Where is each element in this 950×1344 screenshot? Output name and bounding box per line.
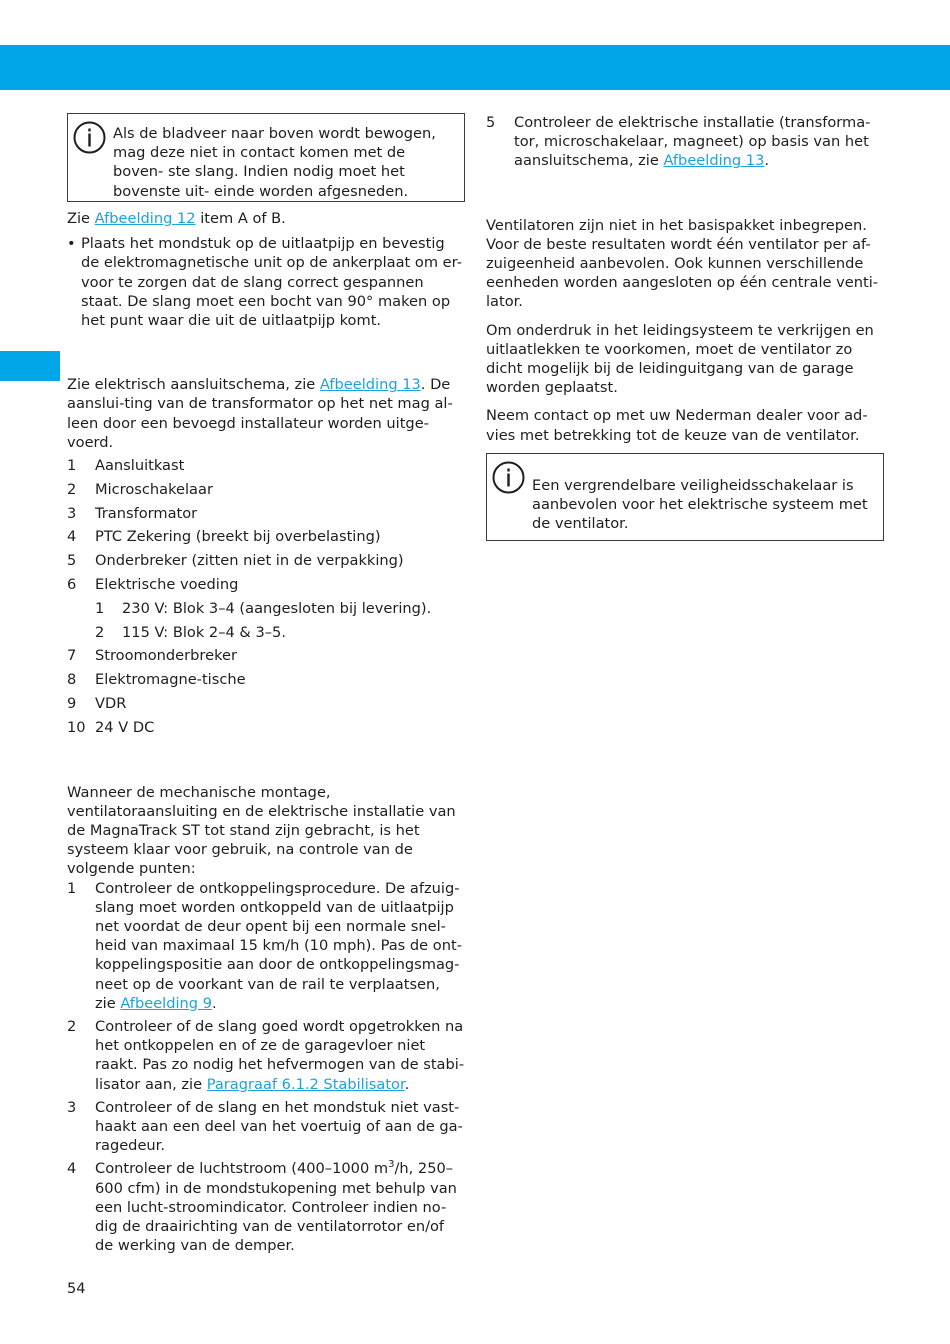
bullet-dot: •: [67, 235, 76, 253]
figure-9-link[interactable]: Afbeelding 9: [120, 994, 212, 1012]
info-note-box: [486, 453, 884, 541]
checklist-continued: [486, 113, 884, 171]
item-text-continued: /h, 250–600 cfm) in de mondstukopening met behulp van een lucht-stroomindicator. Controleer indien no- dig de draairichting van de ventilatorrotor en/of de werking van de demper.: [95, 1160, 457, 1255]
list-item: [67, 694, 465, 718]
electrical-paragraph: [67, 375, 465, 452]
item-number: 4: [67, 528, 77, 546]
item-text: Transformator: [95, 504, 198, 522]
item-text: Controleer de luchtstroom (400–1000 m: [95, 1160, 389, 1178]
figure-13-link[interactable]: Afbeelding 13: [663, 152, 765, 170]
figure-13-link[interactable]: Afbeelding 13: [319, 376, 421, 394]
left-column: [67, 113, 465, 1259]
item-text: Onderbreker (zitten niet in de verpakking): [95, 552, 404, 570]
item-number: 9: [67, 695, 77, 712]
list-item: [67, 646, 465, 670]
item-number: 7: [67, 647, 77, 665]
see-prefix: Zie: [67, 210, 95, 227]
info-note-text: Een vergrendelbare veiligheidsschakelaar is aanbevolen voor het elektrische systeem met de ventilator.: [532, 476, 868, 533]
item-text: Controleer de ontkoppelingsprocedure. De afzuig- slang moet worden ontkoppeld van de uitlaatpijp net voordat de deur opent bij een normale snel- heid van maximaal 15 km/h (10 mph). Pas de ont- koppelingspositie aan door de ontkoppelingsmag- neet op de voorkant van de rail te verplaatsen, zie: [95, 879, 462, 1012]
checklist-item: [67, 1159, 465, 1255]
item-number: 2: [67, 480, 77, 498]
elec-prefix: Zie elektrisch aansluitschema, zie: [67, 376, 320, 394]
checklist-item: 2 Controleer of de slang goed wordt opgetrokken na het ontkoppelen en of ze de garagevloer niet raakt. Pas zo nodig het hefvermogen van de stabi- lisator aan, zie Paragraaf 6.1.2 Stabilisator.: [67, 1018, 465, 1093]
item-text: Controleer of de slang en het mondstuk niet vast- haakt aan een deel van het voertuig of aan de ga- ragedeur.: [95, 1098, 463, 1155]
info-icon: [492, 461, 525, 494]
paragraph-6-1-2-link[interactable]: Paragraaf 6.1.2 Stabilisator: [206, 1075, 405, 1093]
checklist: [67, 879, 465, 1256]
superscript: 3: [388, 1159, 395, 1171]
list-item: [67, 718, 465, 742]
list-item: [67, 456, 465, 480]
list-item: [67, 575, 465, 599]
info-note-box: [67, 113, 465, 202]
checklist-item: [67, 1098, 465, 1156]
info-icon: [73, 121, 106, 154]
item-number: 5: [486, 114, 496, 131]
item-number: 8: [67, 671, 77, 689]
item-number: 1: [67, 457, 77, 475]
instruction-bullet: [67, 234, 465, 330]
info-note-text: Als de bladveer naar boven wordt bewogen, mag deze niet in contact komen met de boven- ste slang. Indien nodig moet het bovenste uit- einde worden afgesneden.: [113, 125, 436, 200]
item-number: 2: [67, 1018, 77, 1036]
page-number: 54: [67, 1280, 86, 1297]
item-text: 230 V: Blok 3–4 (aangesloten bij levering).: [122, 599, 432, 617]
checklist-item: 1 Controleer de ontkoppelingsprocedure. De afzuig- slang moet worden ontkoppeld van de uitlaatpijp net voordat de deur opent bij een normale snel- heid van maximaal 15 km/h (10 mph). Pas de ont- koppelingspositie aan door de ontkoppelingsmag- neet op de voorkant van de rail te verplaatsen, zie Afbeelding 9.: [67, 879, 462, 1012]
item-number: 2: [95, 623, 105, 641]
list-item: [67, 527, 465, 551]
bullet-text: Plaats het mondstuk op de uitlaatpijp en bevestig de elektromagnetische unit op de ankerplaat om er- voor te zorgen dat de slang correct gespannen staat. De slang moet een bocht van 90° maken op het punt waar die uit de uitlaatpijp komt.: [81, 235, 462, 330]
fan-placement-paragraph: Om onderdruk in het leidingsysteem te verkrijgen en uitlaatlekken te voorkomen, moet de ventilator zo dicht mogelijk bij de leidinguitgang van de garage worden geplaatst.: [486, 321, 874, 397]
item-text: Elektrische voeding: [95, 576, 239, 594]
fan-paragraph: Ventilatoren zijn niet in het basispakket inbegrepen. Voor de beste resultaten wordt één ventilator per af- zuigeenheid aanbevolen. Ook kunnen verschillende eenheden worden aangesloten op één centrale venti- lator.: [486, 216, 879, 311]
item-text: Controleer of de slang goed wordt opgetrokken na het ontkoppelen en of ze de garagevloer niet raakt. Pas zo nodig het hefvermogen van de stabi- lisator aan, zie: [95, 1018, 465, 1093]
list-item: [67, 623, 465, 647]
item-number: 10: [67, 718, 86, 736]
item-text: 115 V: Blok 2–4 & 3–5.: [122, 623, 286, 641]
item-text: Microschakelaar: [95, 480, 213, 498]
list-item: [67, 504, 465, 528]
right-column: [486, 113, 884, 541]
item-text: VDR: [95, 695, 127, 712]
item-text: 24 V DC: [95, 718, 155, 736]
item-text: Stroomonderbreker: [95, 647, 237, 665]
item-number: 4: [67, 1160, 77, 1178]
item-number: 3: [67, 1098, 77, 1116]
item-text: Controleer de elektrische installatie (transforma- tor, microschakelaar, magneet) op basis van het aansluitschema, zie: [514, 114, 871, 170]
item-text: Elektromagne-tische: [95, 671, 246, 689]
item-number: 1: [67, 879, 77, 897]
item-text: PTC Zekering (breekt bij overbelasting): [95, 528, 381, 546]
section-tab-marker: [0, 351, 60, 381]
power-supply-sublist: [67, 599, 465, 647]
list-item: [67, 551, 465, 575]
list-item: [67, 599, 465, 623]
elec-suffix: . De aanslui-ting van de transformator op het net mag al- leen door een bevoegd installateur worden uitge- voerd.: [67, 376, 453, 451]
see-suffix: item A of B.: [195, 210, 286, 227]
see-reference: [67, 209, 465, 228]
component-list-continued: [67, 646, 465, 741]
item-number: 6: [67, 576, 77, 594]
figure-12-link[interactable]: Afbeelding 12: [94, 210, 196, 227]
item-number: 3: [67, 504, 77, 522]
item-number: 1: [95, 599, 105, 617]
dealer-paragraph: Neem contact op met uw Nederman dealer voor ad- vies met betrekking tot de keuze van de ventilator.: [486, 407, 868, 444]
header-bar: [0, 45, 950, 90]
list-item: [67, 480, 465, 504]
component-list: [67, 456, 465, 599]
checklist-item: 5 Controleer de elektrische installatie (transforma- tor, microschakelaar, magneet) op basis van het aansluitschema, zie Afbeelding 13.: [486, 114, 871, 170]
item-text: Aansluitkast: [95, 457, 185, 475]
item-number: 5: [67, 552, 77, 570]
commissioning-intro: Wanneer de mechanische montage, ventilatoraansluiting en de elektrische installatie van de MagnaTrack ST tot stand zijn gebracht, is het systeem klaar voor gebruik, na controle van de volgende punten:: [67, 783, 456, 878]
list-item: [67, 670, 465, 694]
